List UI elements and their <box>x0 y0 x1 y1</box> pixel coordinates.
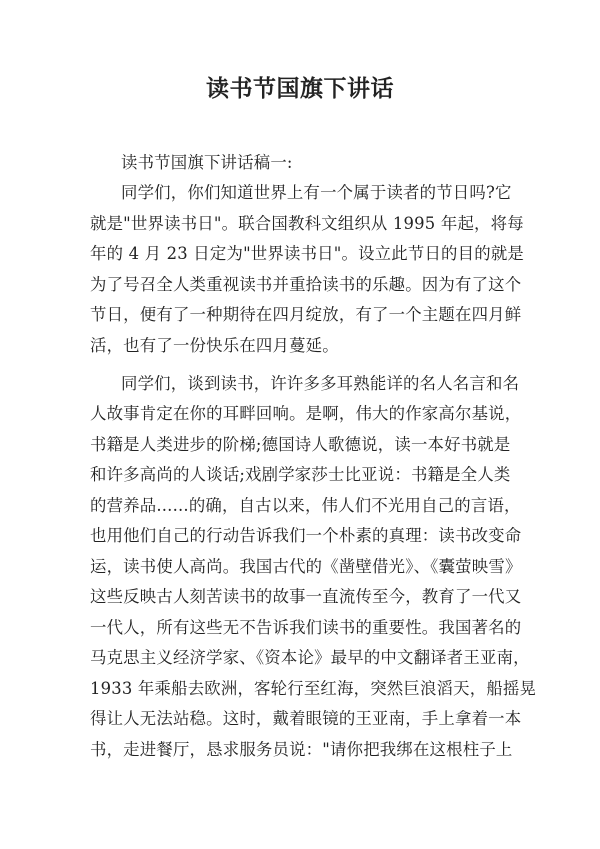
paragraph-2-line: 书，走进餐厅，恳求服务员说："请你把我绑在这根柱子上 <box>90 740 513 759</box>
paragraph-2-line: 一代人，所有这些无不告诉我们读书的重要性。我国著名的 <box>90 618 522 637</box>
paragraph-2-line: 运，读书使人高尚。我国古代的《凿壁借光》、《囊萤映雪》 <box>90 557 522 576</box>
paragraph-1-line: 活，也有了一份快乐在四月蔓延。 <box>90 336 339 355</box>
paragraph-2-line: 1933 年乘船去欧洲，客轮行至红海，突然巨浪滔天，船摇晃 <box>90 679 537 698</box>
paragraph-1-line: 节日，便有了一种期待在四月绽放，有了一个主题在四月鲜 <box>90 305 522 324</box>
paragraph-1-line: 年的 4 月 23 日定为"世界读书日"。设立此节日的目的就是 <box>90 244 524 263</box>
document-title: 读书节国旗下讲话 <box>206 75 394 102</box>
paragraph-2-line: 马克思主义经济学家、《资本论》最早的中文翻译者王亚南， <box>90 648 530 667</box>
paragraph-2-line: 的营养品......的确，自古以来，伟人们不光用自己的言语， <box>90 496 521 515</box>
paragraph-2-line: 得让人无法站稳。这时，戴着眼镜的王亚南，手上拿着一本 <box>90 709 522 728</box>
paragraph-2-line: 同学们，谈到读书，许许多多耳熟能详的名人名言和名 <box>121 374 520 393</box>
paragraph-2-line: 书籍是人类进步的阶梯;德国诗人歌德说，读一本好书就是 <box>90 435 511 454</box>
paragraph-1-line: 同学们，你们知道世界上有一个属于读者的节日吗?它 <box>121 183 512 202</box>
paragraph-1-line: 为了号召全人类重视读书并重拾读书的乐趣。因为有了这个 <box>90 275 522 294</box>
paragraph-1-line: 就是"世界读书日"。联合国教科文组织从 1995 年起，将每 <box>90 214 524 233</box>
paragraph-2-line: 和许多高尚的人谈话;戏剧学家莎士比亚说：书籍是全人类 <box>90 465 511 484</box>
paragraph-2-line: 人故事肯定在你的耳畔回响。是啊，伟大的作家高尔基说， <box>90 404 522 423</box>
paragraph-2-line: 这些反映古人刻苦读书的故事一直流传至今，教育了一代又 <box>90 587 522 606</box>
paragraph-2-line: 也用他们自己的行动告诉我们一个朴素的真理：读书改变命 <box>90 526 522 545</box>
speech-heading: 读书节国旗下讲话稿一: <box>121 153 293 172</box>
